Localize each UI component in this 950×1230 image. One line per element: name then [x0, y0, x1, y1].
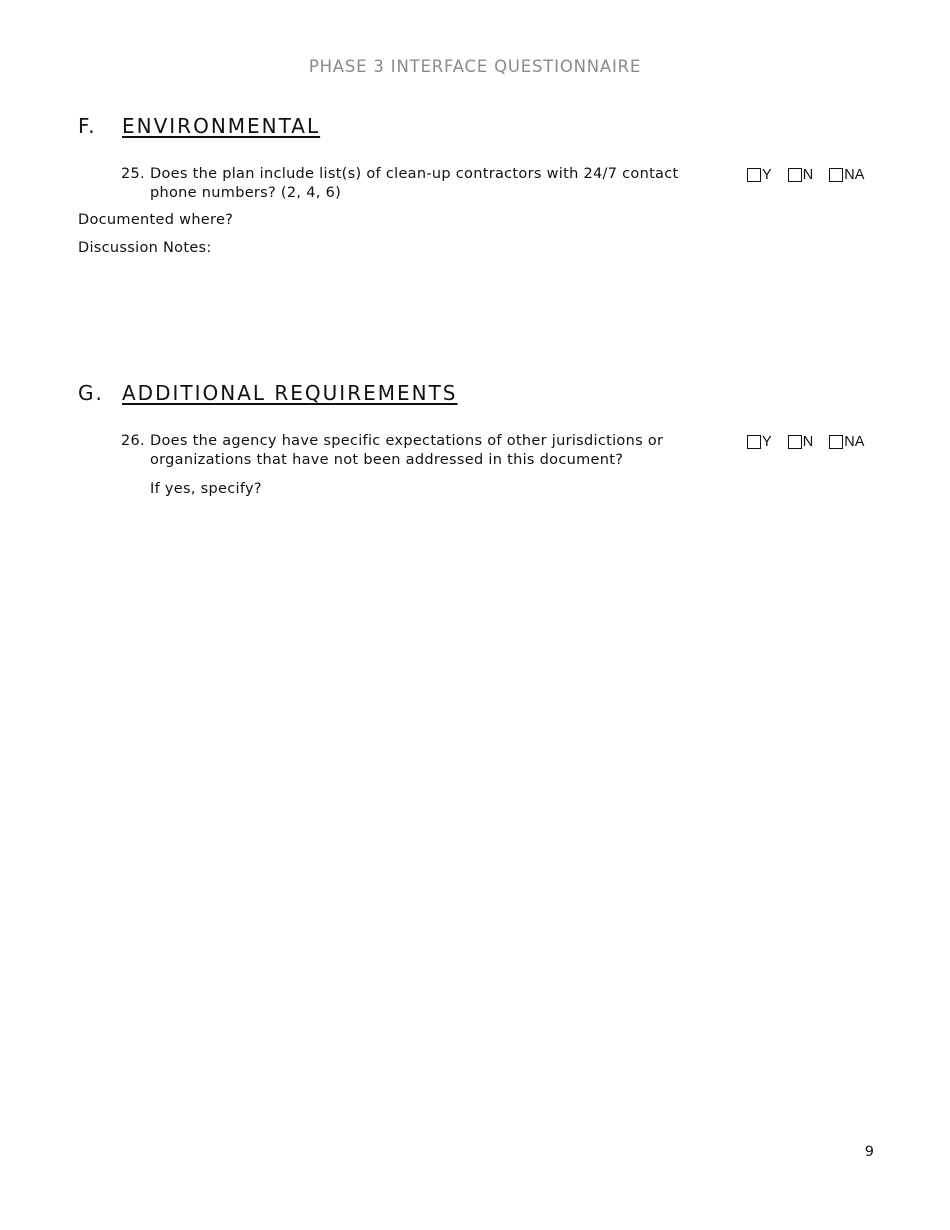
- answer-options-q25: [747, 166, 876, 187]
- question-text: Does the plan include list(s) of clean-up contractors with 24/7 contact phone numbers? (2, 4, 6): [150, 166, 679, 201]
- documented-where-label: Documented where?: [78, 212, 234, 228]
- page-header-title: PHASE 3 INTERFACE QUESTIONNAIRE: [308, 57, 642, 76]
- checkbox-na[interactable]: [829, 435, 843, 449]
- answer-label-yes: Y: [762, 434, 772, 450]
- page-number: 9: [864, 1144, 874, 1160]
- section-letter: G.: [78, 381, 104, 405]
- section-heading-environmental: [78, 114, 320, 138]
- answer-label-na: NA: [844, 434, 865, 450]
- checkbox-yes[interactable]: [747, 168, 761, 182]
- section-title: ENVIRONMENTAL: [122, 114, 321, 138]
- answer-option-na[interactable]: [829, 433, 864, 451]
- answer-label-na: NA: [844, 167, 865, 183]
- question-25: [121, 165, 711, 203]
- answer-options-q26: [747, 433, 876, 454]
- answer-label-no: N: [802, 434, 814, 450]
- question-text: Does the agency have specific expectations of other jurisdictions or organizations that have not been addressed in this document?: [150, 433, 664, 468]
- question-number: 26.: [121, 433, 145, 449]
- question-number: 25.: [121, 166, 145, 182]
- answer-label-no: N: [802, 167, 814, 183]
- answer-option-na[interactable]: [829, 166, 864, 184]
- if-yes-specify-label: If yes, specify?: [150, 481, 262, 497]
- section-title: ADDITIONAL REQUIREMENTS: [122, 381, 458, 405]
- answer-option-yes[interactable]: [747, 166, 772, 184]
- section-letter: F.: [78, 114, 97, 138]
- section-heading-additional-requirements: [78, 381, 458, 405]
- checkbox-na[interactable]: [829, 168, 843, 182]
- answer-option-yes[interactable]: [747, 433, 772, 451]
- answer-label-yes: Y: [762, 167, 772, 183]
- discussion-notes-label: Discussion Notes:: [78, 240, 212, 256]
- checkbox-yes[interactable]: [747, 435, 761, 449]
- checkbox-no[interactable]: [788, 435, 802, 449]
- answer-option-no[interactable]: [788, 166, 813, 184]
- checkbox-no[interactable]: [788, 168, 802, 182]
- question-26: [121, 432, 711, 470]
- answer-option-no[interactable]: [788, 433, 813, 451]
